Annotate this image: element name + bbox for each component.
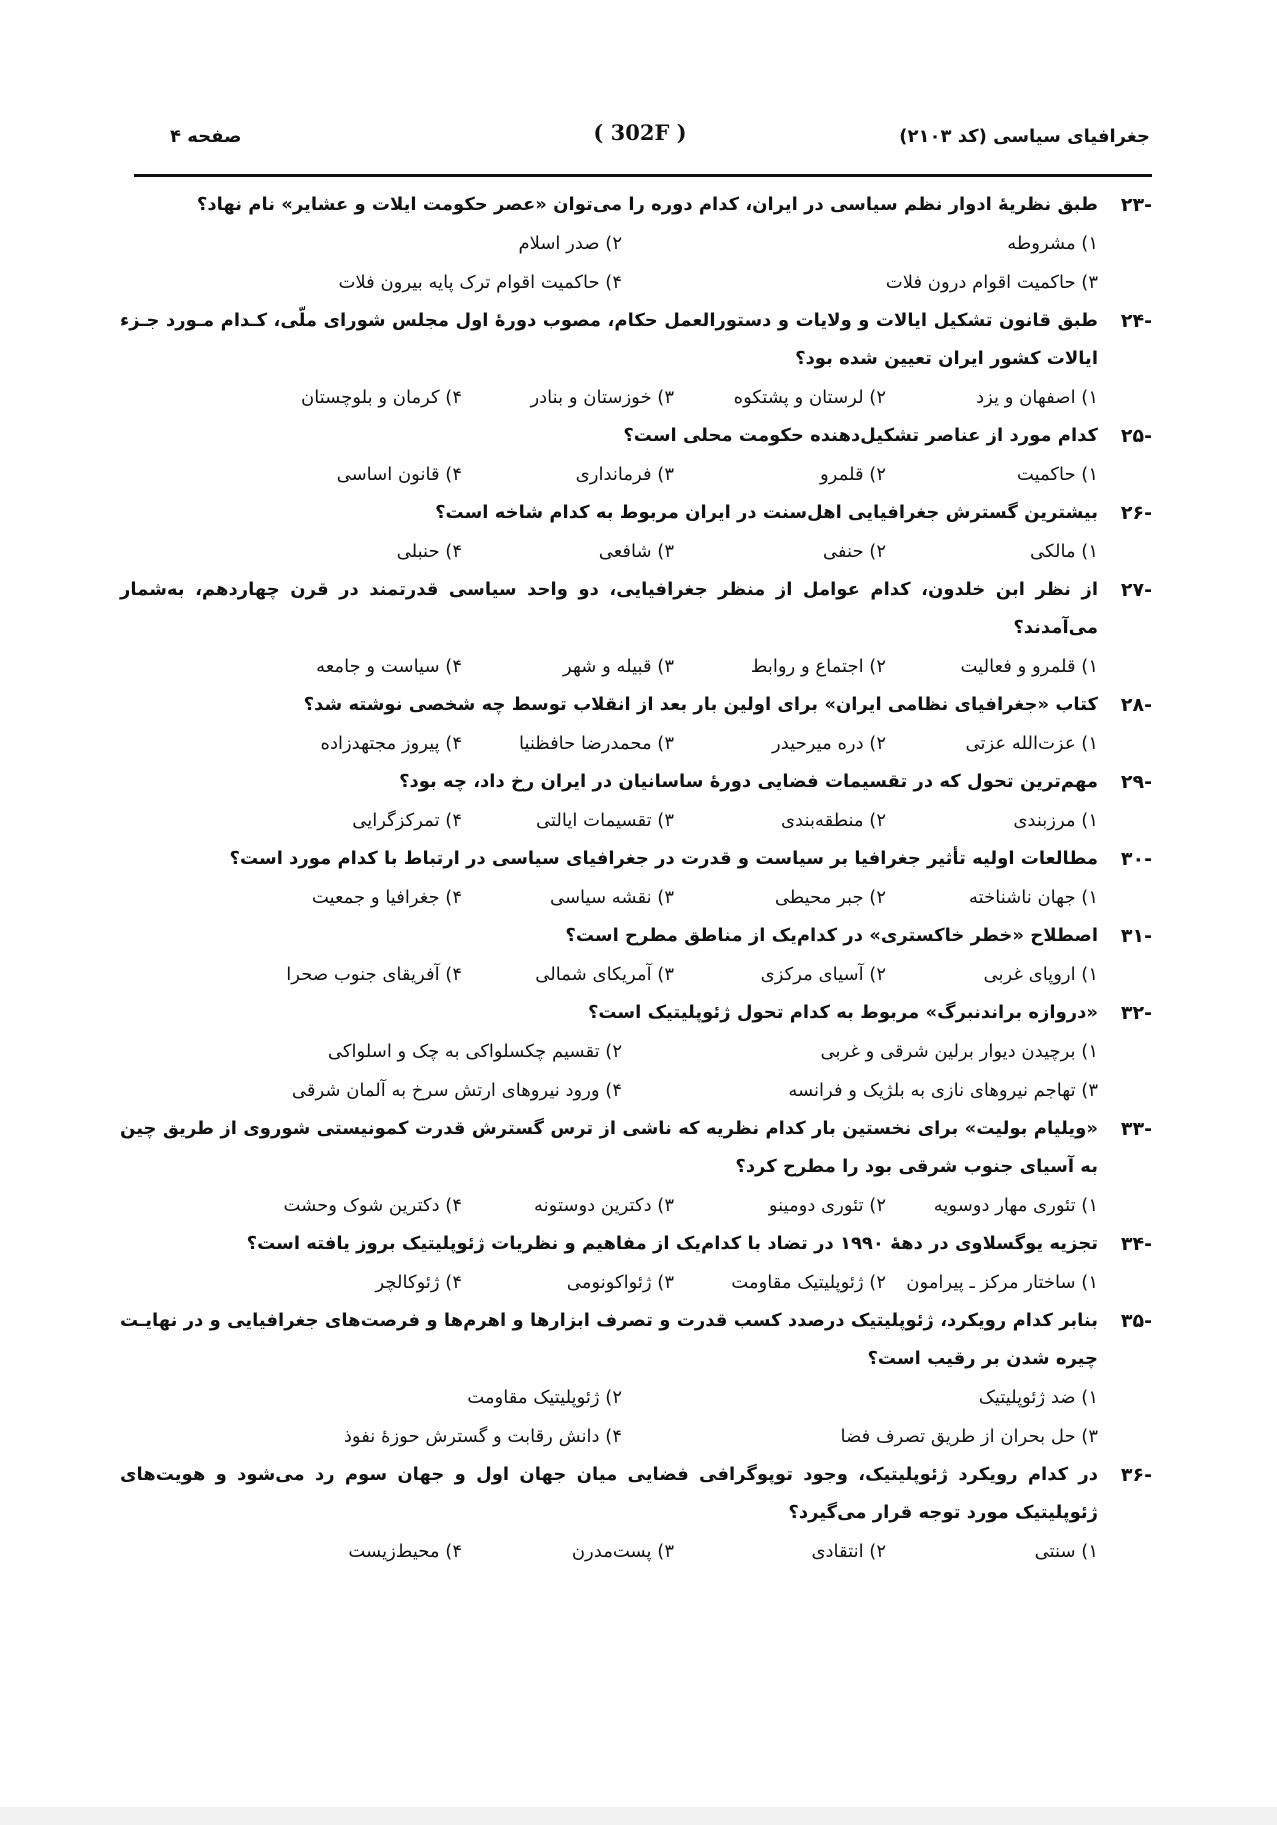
answer-option: ۲) تئوری دومینو — [768, 1195, 886, 1216]
question-number: -۳۴ — [1120, 1233, 1152, 1255]
answer-option: ۴) پیروز مجتهدزاده — [320, 733, 462, 754]
question-text: طبق نظریهٔ ادوار نظم سیاسی در ایران، کدام دوره را می‌توان «عصر حکومت ایلات و عشایر» نام نهاد؟ — [196, 194, 1098, 215]
booklet-code: ( 302F ) — [593, 120, 687, 145]
question-number: -۳۲ — [1120, 1002, 1152, 1024]
question-number: -۳۵ — [1120, 1310, 1152, 1332]
question-item — [120, 1225, 1152, 1302]
answer-option: ۴) سیاست و جامعه — [316, 656, 462, 677]
answer-option: ۴) تمرکزگرایی — [352, 810, 462, 831]
question-item — [120, 686, 1152, 763]
question-text: تجزیه یوگسلاوی در دههٔ ۱۹۹۰ در تضاد با کدام‌یک از مفاهیم و نظریات ژئوپلیتیک بروز یافته است؟ — [246, 1233, 1098, 1254]
answer-option: ۱) تئوری مهار دوسویه — [933, 1195, 1098, 1216]
question-text: بیشترین گسترش جغرافیایی اهل‌سنت در ایران مربوط به کدام شاخه است؟ — [435, 502, 1098, 523]
question-text: بنابر کدام رویکرد، ژئوپلیتیک درصدد کسب قدرت و تصرف ابزارها و اهرم‌ها و فرصت‌های جغرافیایی و در نهایـت چیره شدن بر رقیب است؟ — [120, 1310, 1098, 1369]
question-text: مهم‌ترین تحول که در تقسیمات فضایی دورهٔ ساسانیان در ایران رخ داد، چه بود؟ — [399, 771, 1098, 792]
answer-option: ۳) نقشه سیاسی — [549, 887, 674, 908]
answer-option: ۱) ساختار مرکز ـ پیرامون — [906, 1272, 1098, 1293]
answer-option: ۲) جبر محیطی — [774, 887, 886, 908]
answer-option: ۱) مالکی — [1030, 541, 1098, 562]
answer-option: ۲) اجتماع و روابط — [750, 656, 886, 677]
answer-option: ۱) اصفهان و یزد — [976, 387, 1098, 408]
question-number: -۲۵ — [1120, 425, 1152, 447]
answer-option: ۲) تقسیم چکسلواکی به چک و اسلواکی — [327, 1041, 622, 1062]
question-number: -۲۴ — [1120, 310, 1152, 332]
question-text: کدام مورد از عناصر تشکیل‌دهنده حکومت محلی است؟ — [623, 425, 1098, 446]
answer-option: ۲) قلمرو — [819, 464, 886, 485]
answer-options — [120, 1032, 1098, 1110]
question-text: در کدام رویکرد ژئوپلیتیک، وجود توپوگرافی فضایی میان جهان اول و جهان سوم رد می‌شود و هویت‌های ژئوپلیتیک مورد توجه قرار می‌گیرد؟ — [120, 1464, 1098, 1523]
question-item — [120, 417, 1152, 494]
question-number: -۳۰ — [1120, 848, 1152, 870]
answer-option: ۴) حاکمیت اقوام ترک پایه بیرون فلات — [338, 272, 622, 293]
question-item — [120, 763, 1152, 840]
question-text: اصطلاح «خطر خاکستری» در کدام‌یک از مناطق مطرح است؟ — [565, 925, 1098, 946]
question-item — [120, 1302, 1152, 1456]
answer-option: ۲) دره میرحیدر — [772, 733, 886, 754]
header-divider — [134, 174, 1152, 177]
answer-option: ۳) تهاجم نیروهای نازی به بلژیک و فرانسه — [788, 1080, 1098, 1101]
answer-option: ۲) حنفی — [822, 541, 886, 562]
answer-option: ۳) حل بحران از طریق تصرف فضا — [840, 1426, 1098, 1447]
answer-option: ۴) آفریقای جنوب صحرا — [286, 964, 462, 985]
answer-option: ۲) ژئوپلیتیک مقاومت — [731, 1272, 886, 1293]
exam-title: جغرافیای سیاسی (کد ۲۱۰۳) — [899, 126, 1150, 147]
question-number: -۲۹ — [1120, 771, 1152, 793]
answer-option: ۲) منطقه‌بندی — [781, 810, 886, 831]
answer-option: ۳) شافعی — [598, 541, 674, 562]
question-item — [120, 1456, 1152, 1571]
answer-options — [120, 1186, 1098, 1225]
answer-option: ۱) حاکمیت — [1016, 464, 1098, 485]
answer-option: ۴) ژئوکالچر — [375, 1272, 462, 1293]
answer-option: ۱) مرزبندی — [1013, 810, 1098, 831]
answer-options — [120, 224, 1098, 302]
answer-options — [120, 724, 1098, 763]
page-bottom-band — [0, 1807, 1277, 1825]
answer-option: ۴) ورود نیروهای ارتش سرخ به آلمان شرقی — [291, 1080, 622, 1101]
answer-option: ۳) قبیله و شهر — [563, 656, 674, 677]
answer-option: ۱) اروپای غربی — [983, 964, 1098, 985]
answer-option: ۳) تقسیمات ایالتی — [536, 810, 674, 831]
question-item — [120, 840, 1152, 917]
answer-option: ۴) دانش رقابت و گسترش حوزهٔ نفوذ — [343, 1426, 622, 1447]
question-text: طبق قانون تشکیل ایالات و ولایات و دستورالعمل حکام، مصوب دورهٔ اول مجلس شورای ملّی، کـدام مـورد جـزء ایالات کشور ایران تعیین شده بود؟ — [120, 310, 1098, 369]
answer-option: ۲) آسیای مرکزی — [760, 964, 886, 985]
answer-option: ۱) ضد ژئوپلیتیک — [978, 1387, 1098, 1408]
answer-option: ۳) محمدرضا حافظنیا — [518, 733, 674, 754]
question-text: «ویلیام بولیت» برای نخستین بار کدام نظریه که ناشی از ترس گسترش قدرت کمونیستی شوروی از طریق چین به آسیای جنوب شرقی بود را مطرح کرد؟ — [120, 1118, 1098, 1177]
answer-options — [120, 1263, 1098, 1302]
answer-option: ۱) عزت‌الله عزتی — [965, 733, 1098, 754]
answer-options — [120, 378, 1098, 417]
question-text: «دروازه براندنبرگ» مربوط به کدام تحول ژئوپلیتیک است؟ — [587, 1002, 1098, 1023]
question-number: -۲۸ — [1120, 694, 1152, 716]
question-number: -۲۷ — [1120, 579, 1152, 601]
page-number: صفحه ۴ — [170, 126, 242, 147]
answer-option: ۴) جغرافیا و جمعیت — [311, 887, 462, 908]
question-number: -۳۶ — [1120, 1464, 1152, 1486]
question-item — [120, 571, 1152, 686]
answer-option: ۳) ژئواکونومی — [566, 1272, 674, 1293]
answer-option: ۱) مشروطه — [1007, 233, 1098, 254]
answer-option: ۴) قانون اساسی — [336, 464, 462, 485]
answer-option: ۳) پست‌مدرن — [571, 1541, 674, 1562]
answer-option: ۳) حاکمیت اقوام درون فلات — [885, 272, 1098, 293]
question-text: مطالعات اولیه تأثیر جغرافیا بر سیاست و قدرت در جغرافیای سیاسی در ارتباط با کدام مورد است؟ — [229, 848, 1098, 869]
question-list — [120, 186, 1152, 1571]
answer-option: ۴) دکترین شوک وحشت — [283, 1195, 462, 1216]
answer-option: ۲) صدر اسلام — [518, 233, 622, 254]
question-number: -۲۳ — [1120, 194, 1152, 216]
answer-option: ۲) انتقادی — [811, 1541, 886, 1562]
answer-options — [120, 801, 1098, 840]
answer-option: ۳) آمریکای شمالی — [535, 964, 674, 985]
question-item — [120, 1110, 1152, 1225]
answer-option: ۱) جهان ناشناخته — [969, 887, 1098, 908]
question-item — [120, 917, 1152, 994]
question-number: -۳۳ — [1120, 1118, 1152, 1140]
answer-option: ۱) سنتی — [1034, 1541, 1098, 1562]
answer-option: ۴) محیط‌زیست — [348, 1541, 462, 1562]
answer-option: ۴) کرمان و بلوچستان — [301, 387, 462, 408]
question-number: -۳۱ — [1120, 925, 1152, 947]
question-text: کتاب «جغرافیای نظامی ایران» برای اولین بار بعد از انقلاب توسط چه شخصی نوشته شد؟ — [303, 694, 1098, 715]
answer-options — [120, 1378, 1098, 1456]
answer-option: ۲) ژئوپلیتیک مقاومت — [467, 1387, 622, 1408]
question-text: از نظر ابن خلدون، کدام عوامل از منظر جغرافیایی، دو واحد سیاسی قدرتمند در قرن چهاردهم، به‌شمار می‌آمدند؟ — [120, 579, 1098, 638]
question-item — [120, 494, 1152, 571]
answer-option: ۴) حنبلی — [396, 541, 462, 562]
answer-options — [120, 455, 1098, 494]
answer-options — [120, 532, 1098, 571]
answer-option: ۳) خوزستان و بنادر — [530, 387, 674, 408]
question-number: -۲۶ — [1120, 502, 1152, 524]
answer-option: ۱) برچیدن دیوار برلین شرقی و غربی — [820, 1041, 1098, 1062]
question-item — [120, 302, 1152, 417]
answer-options — [120, 1532, 1098, 1571]
answer-options — [120, 878, 1098, 917]
answer-option: ۱) قلمرو و فعالیت — [960, 656, 1098, 677]
question-item — [120, 186, 1152, 302]
answer-option: ۳) فرمانداری — [575, 464, 674, 485]
question-item — [120, 994, 1152, 1110]
answer-options — [120, 955, 1098, 994]
answer-options — [120, 647, 1098, 686]
answer-option: ۲) لرستان و پشتکوه — [733, 387, 886, 408]
page-header — [130, 120, 1150, 156]
answer-option: ۳) دکترین دوستونه — [534, 1195, 674, 1216]
